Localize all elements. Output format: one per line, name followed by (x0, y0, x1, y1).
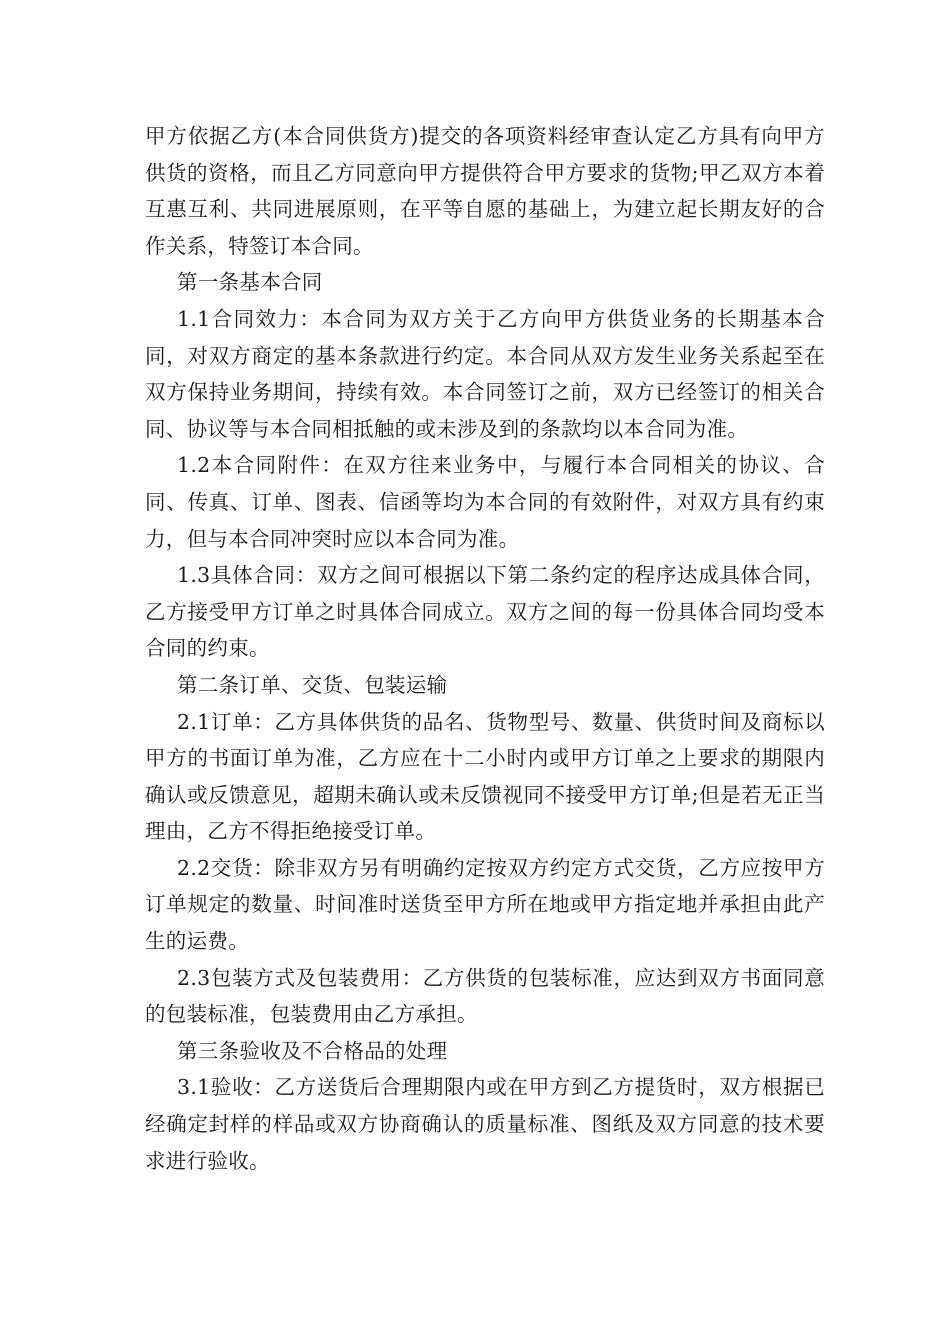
section-heading-1: 第一条基本合同 (177, 270, 323, 295)
clause-2-3: 2.3包装方式及包装费用：乙方供货的包装标准，应达到双方书面同意的包装标准，包装费用由乙方承担。 (145, 965, 825, 1027)
clause-1-2: 1.2本合同附件：在双方往来业务中，与履行本合同相关的协议、合同、传真、订单、图表、信函等均为本合同的有效附件，对双方具有约束力，但与本合同冲突时应以本合同为准。 (145, 453, 825, 551)
section-heading-3: 第三条验收及不合格品的处理 (177, 1038, 448, 1063)
clause-1-3: 1.3具体合同：双方之间可根据以下第二条约定的程序达成具体合同，乙方接受甲方订单之时具体合同成立。双方之间的每一份具体合同均受本合同的约束。 (145, 563, 825, 661)
intro-paragraph: 甲方依据乙方(本合同供货方)提交的各项资料经审查认定乙方具有向甲方供货的资格，而且乙方同意向甲方提供符合甲方要求的货物;甲乙双方本着互惠互利、共同进展原则，在平等自愿的基础上，为建立起长期友好的合作关系，特签订本合同。 (145, 124, 825, 258)
clause-2-2: 2.2交货：除非双方另有明确约定按双方约定方式交货，乙方应按甲方订单规定的数量、时间准时送货至甲方所在地或甲方指定地并承担由此产生的运费。 (145, 855, 825, 954)
document-body (145, 118, 825, 1179)
clause-2-1: 2.1订单：乙方具体供货的品名、货物型号、数量、供货时间及商标以甲方的书面订单为准，乙方应在十二小时内或甲方订单之上要求的期限内确认或反馈意见，超期未确认或未反馈视同不接受甲方订单;但是若无正当理由，乙方不得拒绝接受订单。 (145, 709, 825, 844)
clause-1-1: 1.1合同效力：本合同为双方关于乙方向甲方供货业务的长期基本合同，对双方商定的基本条款进行约定。本合同从双方发生业务关系起至在双方保持业务期间，持续有效。本合同签订之前，双方已经签订的相关合同、协议等与本合同相抵触的或未涉及到的条款均以本合同为准。 (145, 306, 825, 441)
clause-3-1: 3.1验收：乙方送货后合理期限内或在甲方到乙方提货时，双方根据已经确定封样的样品或双方协商确认的质量标准、图纸及双方同意的技术要求进行验收。 (145, 1075, 825, 1173)
section-heading-2: 第二条订单、交货、包装运输 (177, 672, 448, 697)
